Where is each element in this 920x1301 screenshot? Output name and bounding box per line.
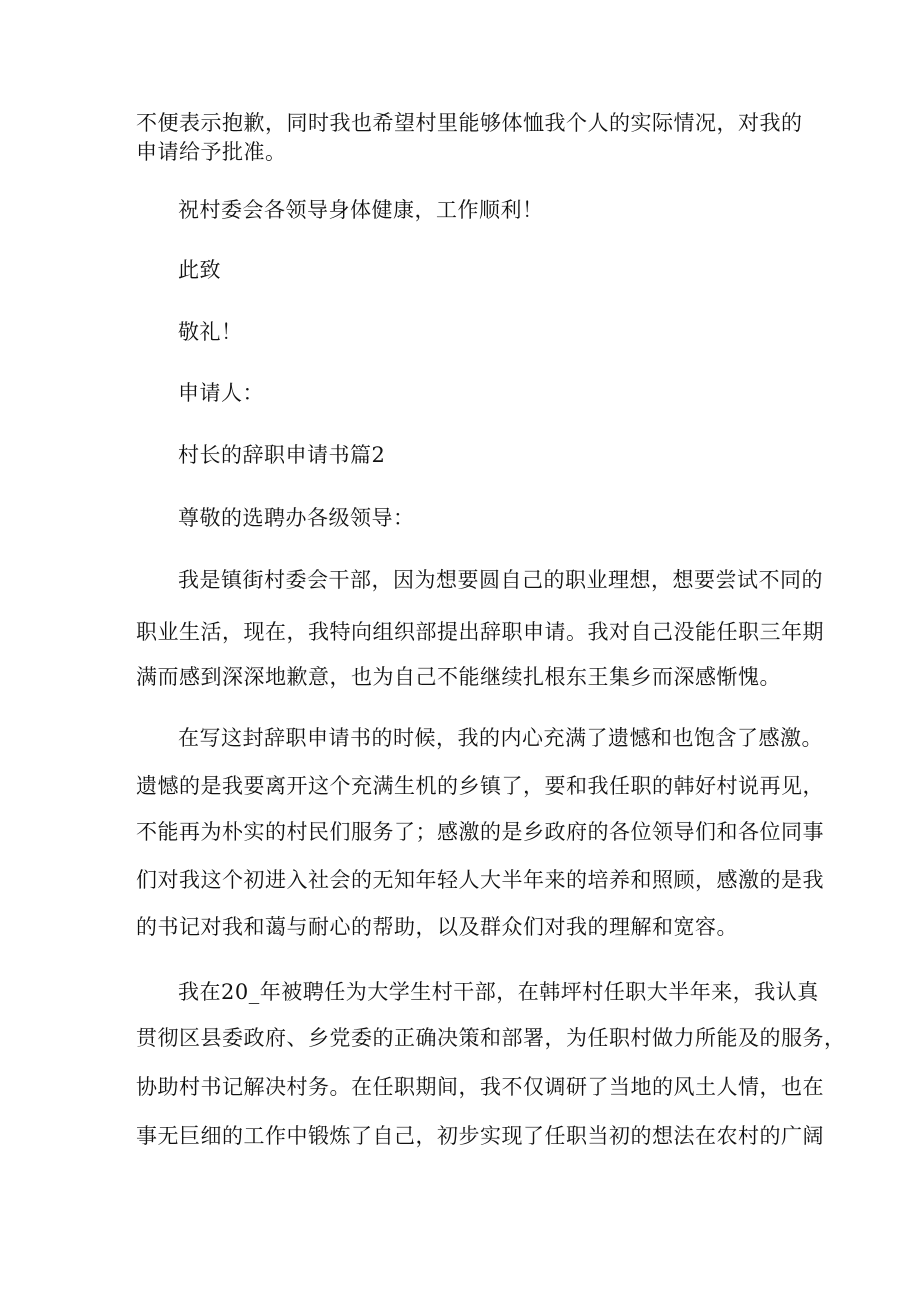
text-line: 申请给予批准。 — [136, 140, 287, 164]
text-line: 不便表示抱歉，同时我也希望村里能够体恤我个人的实际情况，对我的 — [136, 111, 803, 135]
text-line: 遗憾的是我要离开这个充满生机的乡镇了，要和我任职的韩好村说再见， — [136, 774, 824, 798]
salutation-line: 敬礼！ — [178, 320, 243, 344]
text-line: 在写这封辞职申请书的时候，我的内心充满了遗憾和也饱含了感激。 — [178, 726, 823, 750]
text-line: 满而感到深深地歉意，也为自己不能继续扎根东王集乡而深感惭愧。 — [136, 665, 781, 689]
section-title: 村长的辞职申请书篇2 — [178, 443, 386, 467]
greeting: 尊敬的选聘办各级领导： — [178, 506, 415, 530]
text-line: 事无巨细的工作中锻炼了自己，初步实现了任职当初的想法在农村的广阔 — [136, 1124, 824, 1148]
text-line: 我是镇街村委会干部，因为想要圆自己的职业理想，想要尝试不同的 — [178, 568, 823, 592]
applicant-label: 申请人： — [178, 381, 264, 405]
salutation-line: 此致 — [178, 258, 221, 282]
closing-wish: 祝村委会各领导身体健康，工作顺利！ — [178, 198, 544, 222]
text-line: 们对我这个初进入社会的无知年轻人大半年来的培养和照顾，感激的是我 — [136, 868, 824, 892]
text-line: 职业生活，现在，我特向组织部提出辞职申请。我对自己没能任职三年期 — [136, 620, 824, 644]
text-line: 我在20_年被聘任为大学生村干部，在韩坪村任职大半年来，我认真 — [178, 980, 819, 1004]
text-line: 贯彻区县委政府、乡党委的正确决策和部署，为任职村做力所能及的服务， — [136, 1026, 846, 1050]
text-line: 不能再为朴实的村民们服务了；感激的是乡政府的各位领导们和各位同事 — [136, 820, 824, 844]
text-line: 协助村书记解决村务。在任职期间，我不仅调研了当地的风土人情，也在 — [136, 1075, 824, 1099]
text-line: 的书记对我和蔼与耐心的帮助，以及群众们对我的理解和宽容。 — [136, 915, 738, 939]
